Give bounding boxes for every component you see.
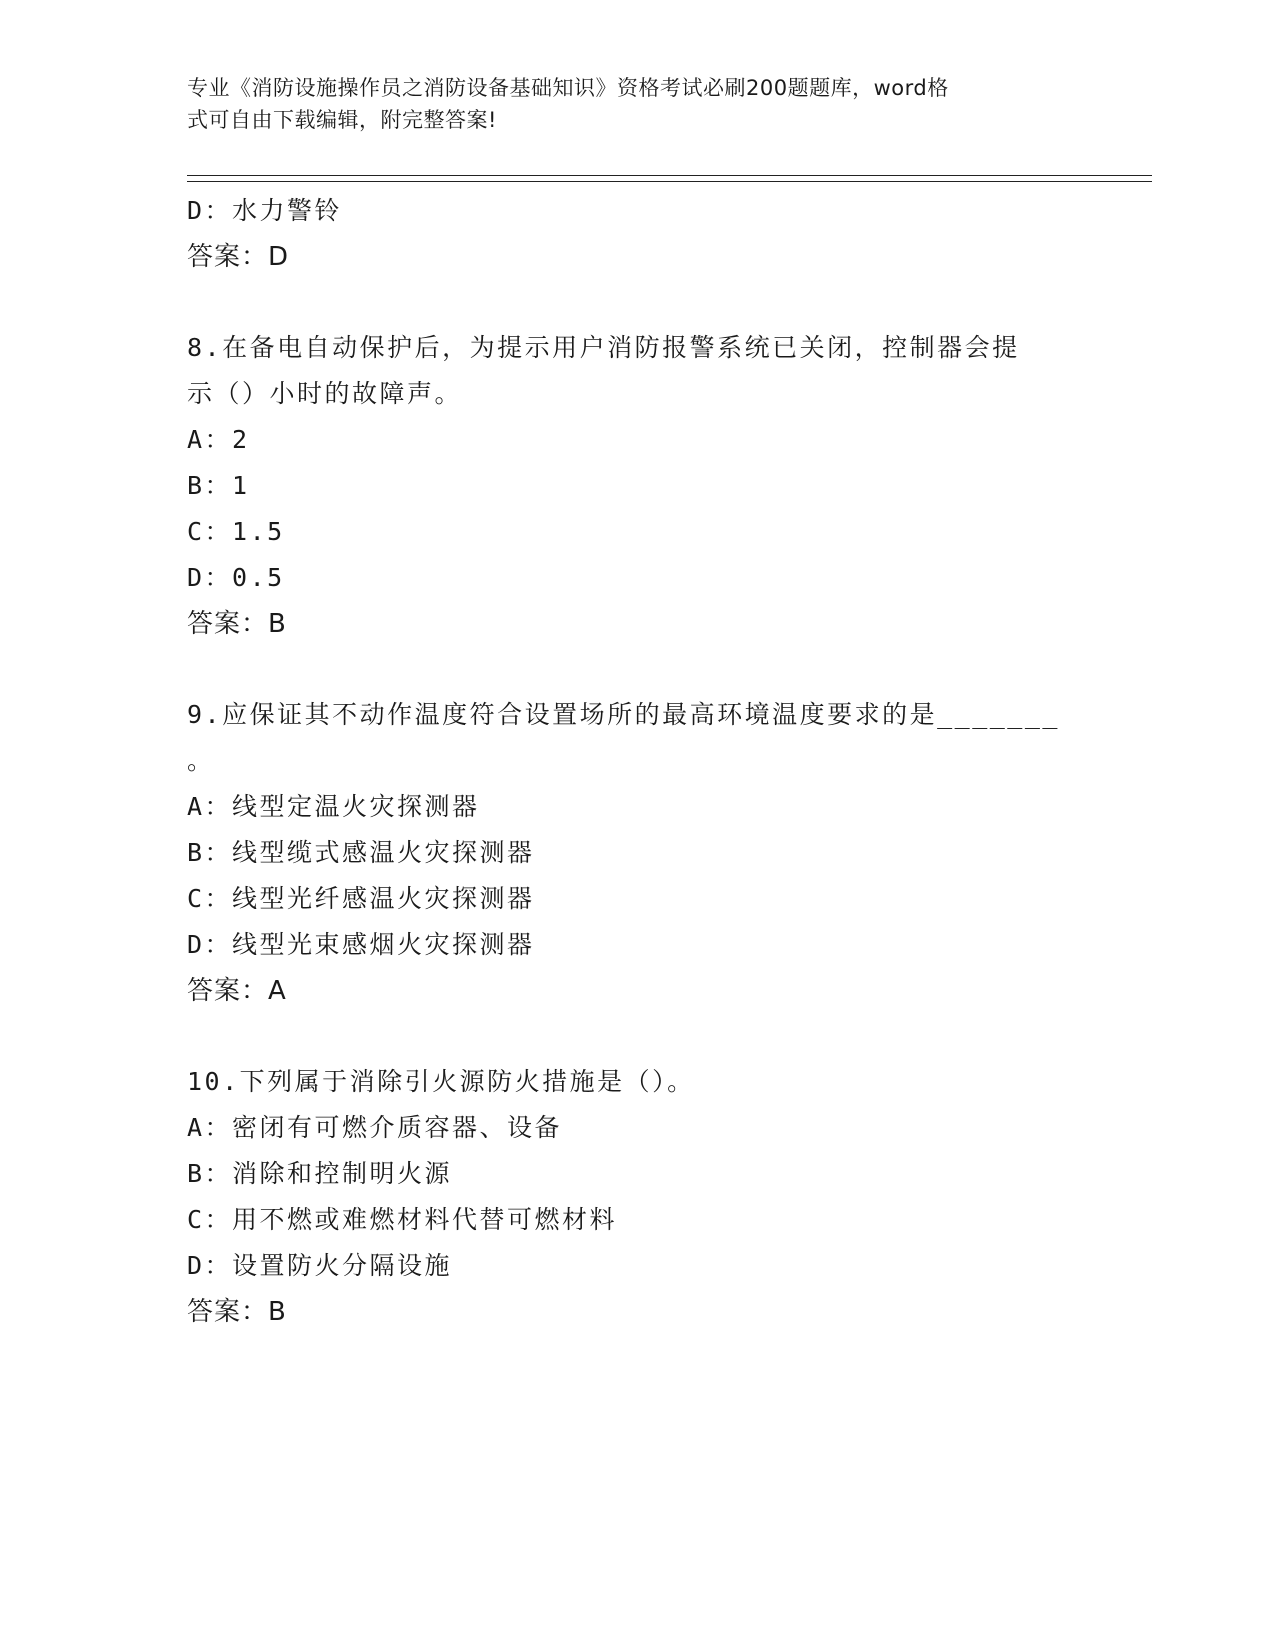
question-stem: 8.在备电自动保护后，为提示用户消防报警系统已关闭，控制器会提 [187, 333, 1020, 362]
option-a: A：线型定温火灾探测器 [187, 792, 480, 821]
option-d: D：线型光束感烟火灾探测器 [187, 930, 535, 959]
option-c: C：线型光纤感温火灾探测器 [187, 884, 535, 913]
question-stem-cont: 。 [187, 746, 215, 775]
question-10 [187, 1059, 1087, 1335]
option-c: C：1.5 [187, 517, 285, 546]
question-stem: 9.应保证其不动作温度符合设置场所的最高环境温度要求的是_______ [187, 700, 1060, 729]
answer-line: 答案：B [187, 1297, 287, 1327]
option-d: D：水力警铃 [187, 196, 343, 225]
header-divider-bottom [187, 181, 1152, 182]
document-header [187, 72, 1067, 136]
option-b: B：1 [187, 471, 250, 500]
answer-line: 答案：D [187, 242, 290, 272]
question-9 [187, 692, 1087, 1014]
answer-line: 答案：B [187, 609, 287, 639]
question-8 [187, 325, 1087, 647]
option-d: D：设置防火分隔设施 [187, 1251, 453, 1280]
option-c: C：用不燃或难燃材料代替可燃材料 [187, 1205, 618, 1234]
option-a: A：2 [187, 425, 250, 454]
previous-question-tail [187, 188, 1087, 280]
option-b: B：线型缆式感温火灾探测器 [187, 838, 535, 867]
answer-line: 答案：A [187, 976, 287, 1006]
option-a: A：密闭有可燃介质容器、设备 [187, 1113, 563, 1142]
header-line-2: 式可自由下载编辑，附完整答案! [187, 108, 497, 132]
question-list [187, 188, 1087, 1335]
option-b: B：消除和控制明火源 [187, 1159, 453, 1188]
option-d: D：0.5 [187, 563, 285, 592]
header-line-1: 专业《消防设施操作员之消防设备基础知识》资格考试必刷200题题库，word格 [187, 76, 949, 100]
header-divider-top [187, 175, 1152, 176]
question-stem: 10.下列属于消除引火源防火措施是（）。 [187, 1067, 695, 1096]
question-stem-cont: 示（）小时的故障声。 [187, 379, 463, 408]
